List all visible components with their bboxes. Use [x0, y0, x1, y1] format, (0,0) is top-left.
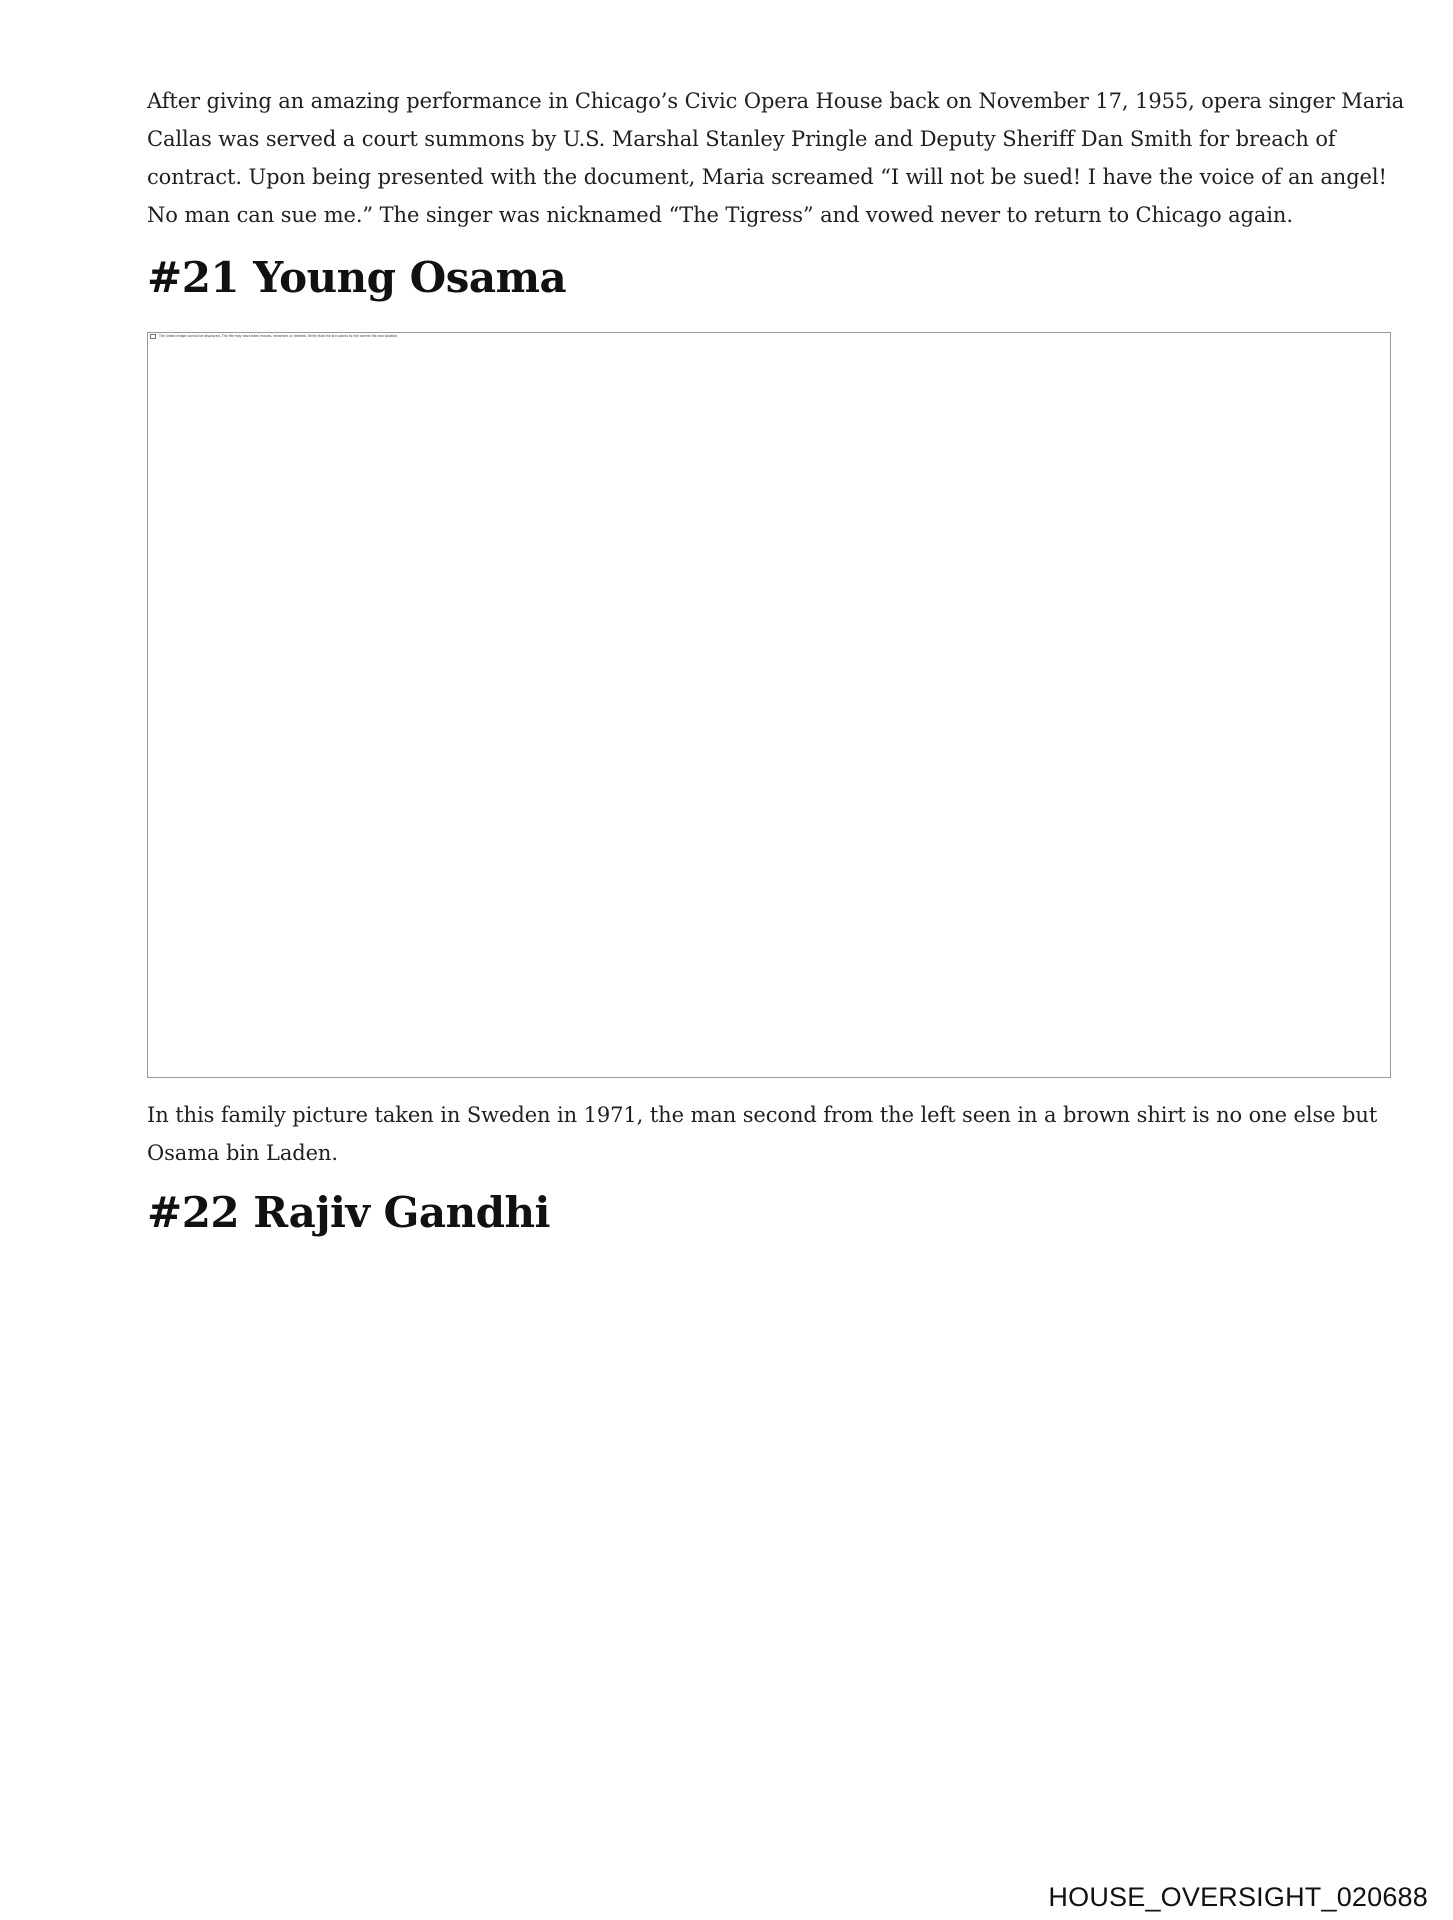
image-caption: In this family picture taken in Sweden in 1971, the man second from the left seen in a brown shirt is no one else but Osama bin Laden.	[147, 1103, 1378, 1165]
broken-image-icon	[150, 334, 156, 339]
section-heading-rajiv-gandhi: #22 Rajiv Gandhi	[147, 1188, 550, 1237]
broken-image-placeholder	[147, 332, 1391, 1078]
broken-image-text: The linked image cannot be displayed. The file may have been moved, renamed, or deleted. Verify that the link points to the correct file and location.	[159, 334, 399, 338]
broken-image-note	[150, 334, 398, 339]
document-id-stamp: HOUSE_OVERSIGHT_020688	[1048, 1882, 1428, 1912]
section-heading-young-osama: #21 Young Osama	[147, 253, 567, 302]
intro-paragraph: After giving an amazing performance in Chicago’s Civic Opera House back on November 17, 1955, opera singer Maria Callas was served a court summons by U.S. Marshal Stanley Pringle and Deputy Sheriff Dan Smith for breach of contract. Upon being presented with the document, Maria screamed “I will not be sued! I have the voice of an angel! No man can sue me.” The singer was nicknamed “The Tigress” and vowed never to return to Chicago again.	[147, 89, 1405, 227]
